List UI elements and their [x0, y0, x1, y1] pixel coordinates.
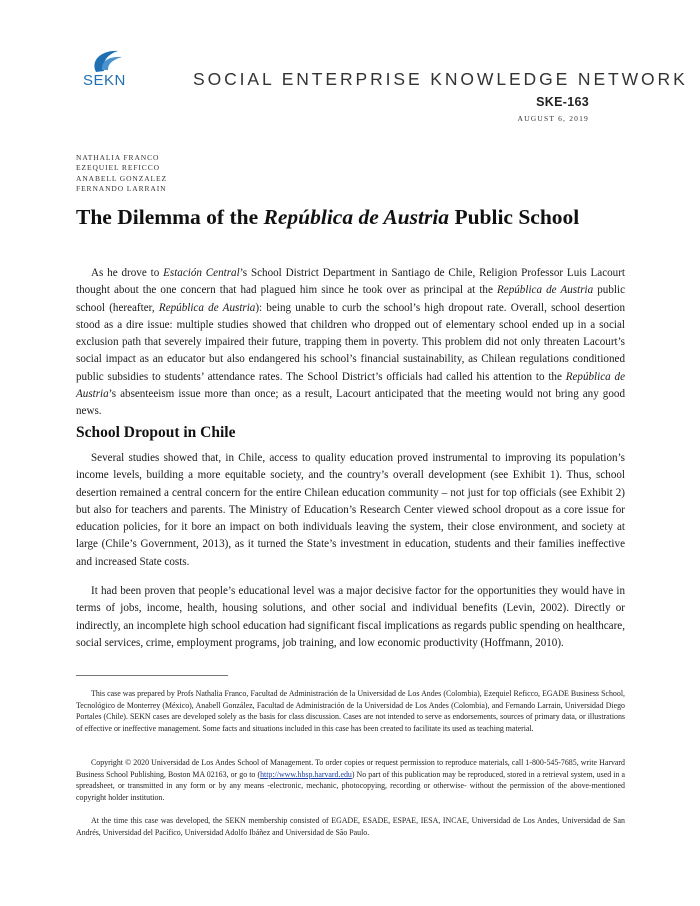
author-list [76, 153, 276, 194]
title-italic-text: República de Austria [263, 205, 450, 229]
document-title [76, 205, 636, 230]
footnote-divider [76, 675, 228, 676]
case-date: AUGUST 6, 2019 [517, 114, 589, 123]
title-text: The Dilemma of the [76, 205, 264, 229]
body-paragraph: Several studies showed that, in Chile, access to quality education proved instrumental to improving its population’s income levels, building a more equitable society, and the country’s overall development (see Exhibit 1). Thus, school desertion remained a central concern for the entire Chilean education community – not just for top officials (see Exhibit 2) but also for teachers and parents. The Ministry of Education’s Research Center viewed school dropout as a core issue for education policies, for it bore an impact on both individuals leaving the system, their close environment, and society at large (Chile’s Government, 2013), as it turned the State’s investment in education, students and their families ineffective and increased State costs. [76, 452, 625, 568]
author-name: EZEQUIEL REFICCO [76, 163, 160, 173]
title-text: Public School [449, 205, 580, 229]
author-name: FERNANDO LARRAIN [76, 183, 167, 193]
copyright-note: Copyright © 2020 Universidad de Los Andes School of Management. To order copies or request permission to reproduce materials, call 1-800-545-7685, write Harvard Business School Publishing, Boston MA 02163, or go to (http://www.hbsp.harvard.edu) No part of this publication may be reproduced, stored in a retrieval system, used in a spreadsheet, or transmitted in any form or by any means -electronic, mechanic, photocopying, recording or otherwise- without the permission of the above-mentioned copyright holder institution. [76, 758, 625, 802]
case-preparation-note: This case was prepared by Profs Nathalia Franco, Facultad de Administración de la Universidad de Los Andes (Colombia), Ezequiel Reficco, EGADE Business School, Tecnológico de Monterrey (México), Anabell González, Facultad de Administración de la Universidad de Los Andes (Colombia), and Fernando Larrain, Universidad Diego Portales (Chile). SEKN cases are developed solely as the basis for class discussion. Cases are not intended to serve as endorsements, sources of primary data, or illustrations of effective or ineffective management. Some facts and situations included in this case has been created to facilitate its used as teaching material. [76, 689, 625, 733]
author-name: NATHALIA FRANCO [76, 153, 160, 162]
intro-paragraph: As he drove to Estación Central’s School District Department in Santiago de Chile, Religion Professor Luis Lacourt thought about the one concern that had plagued him since he took over as principal at the República de Austria public school (hereafter, República de Austria): being unable to curb the school’s high dropout rate. Overall, school desertion stood as a dire issue: multiple studies showed that children who dropped out of elementary school ended up in a social exclusion path that severely impaired their future, trapping them in poverty. This problem did not only threaten Lacourt’s social impact as an educator but also endangered his school’s financial sustainability, as Chilean regulations conditioned public subsidies to students’ attendance rates. The School District’s officials had called his attention to the República de Austria’s absenteeism issue more than once; as a result, Lacourt anticipated that the meeting would not bring any good news. [76, 267, 625, 418]
organization-name: SOCIAL ENTERPRISE KNOWLEDGE NETWORK [193, 69, 688, 89]
case-id: SKE-163 [536, 95, 589, 109]
logo-text: SEKN [83, 72, 126, 89]
hbsp-link[interactable]: http://www.hbsp.harvard.edu [260, 769, 352, 779]
body-paragraph: It had been proven that people’s educational level was a major decisive factor for the opportunities they would have in terms of jobs, income, health, housing solutions, and other social and individual benefits (Levin, 2002). Directly or indirectly, an incomplete high school education had significant fiscal implications as regards public spending on healthcare, social services, crime, employment programs, job training, and low economic productivity (Hoffmann, 2010). [76, 585, 625, 649]
membership-note: At the time this case was developed, the SEKN membership consisted of EGADE, ESADE, ESPAE, IESA, INCAE, Universidad de Los Andes, Universidad de San Andrés, Universidad del Pacífico, Universidad Adolfo Ibáñez and Universidad de São Paulo. [76, 816, 625, 837]
section-heading: School Dropout in Chile [76, 424, 236, 441]
author-name: ANABELL GONZALEZ [76, 173, 167, 183]
